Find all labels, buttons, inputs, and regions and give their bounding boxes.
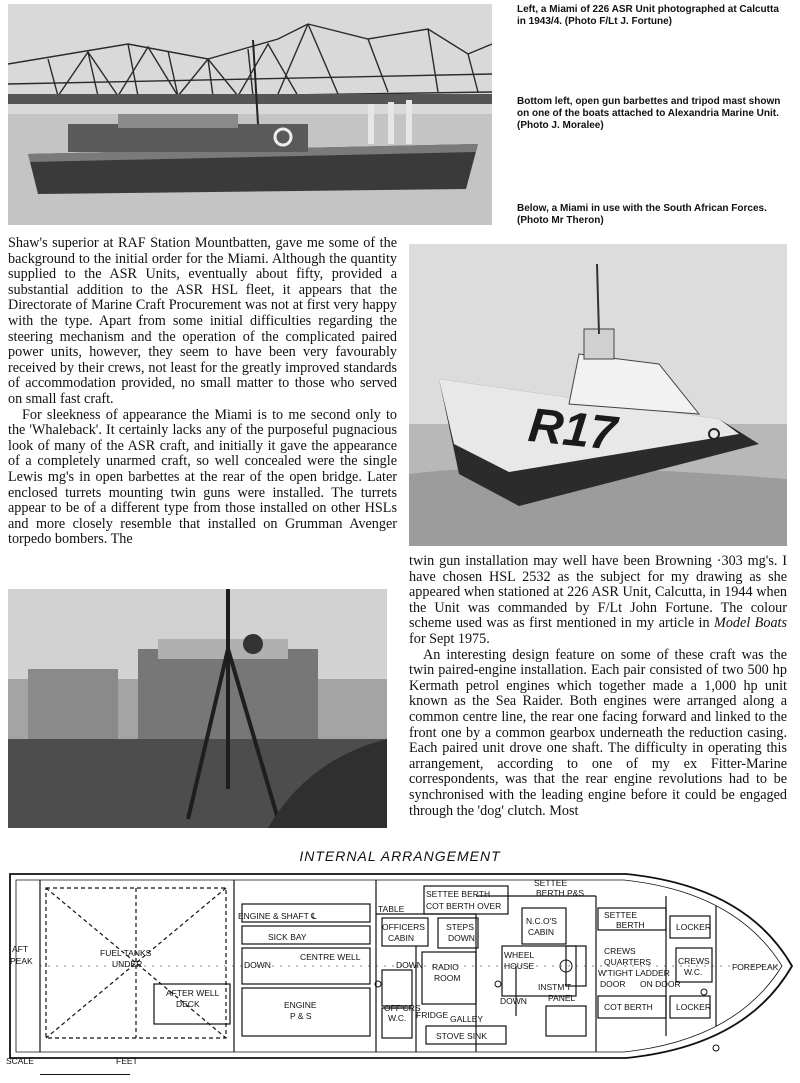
plan-label-settee-berth: SETTEE BERTH [426,889,491,899]
article-left-column [8,236,397,548]
article-paragraph: Shaw's superior at RAF Station Mountbatten, gave me some of the background to the initial order for the Miami. Although the quantity supplied to the ASR Units, eventually about fifty, provided a substantial addition to the ASR HSL fleet, it appears that the Directorate of Marine Craft Procurement was not at first very happy with the type. Apart from some initial difficulties regarding the steering mechanism and the operation of the complicated paired power units, however, they seem to have been very favourably received by their crews, not least for the greatly improved standards of accommodation provided, no small matter to those who served on small fast craft. [8,235,397,407]
plan-label-locker-1: LOCKER [676,922,711,932]
plan-label-steps-down: DOWN [448,933,475,943]
plan-label-engine-shaft: ENGINE & SHAFT ℄ [238,911,317,921]
photo-alexandria [8,589,387,828]
plan-label-radio-room: ROOM [434,973,461,983]
plan-label-on-door: ON DOOR [640,979,681,989]
plan-label-locker-2: LOCKER [676,1002,711,1012]
caption-alexandria: Bottom left, open gun barbettes and tripod mast shown on one of the boats attached to Alexandria Marine Unit. (Photo J. Moralee) [517,96,781,131]
plan-label-instmt-panel: PANEL [548,993,576,1003]
scale-bar [40,1074,130,1075]
plan-label-steps: STEPS [446,922,474,932]
plan-label-instmt: INSTM'T [538,982,572,992]
plan-label-crews-wc: CREWS [678,956,710,966]
plan-label-table: TABLE [378,904,405,914]
article-paragraph: An interesting design feature on some of these craft was the twin paired-engine installation. Each pair consisted of two 500 hp Kermath petrol engines which together made a 1,000 hp unit known as the Sea Raider. Both engines were arranged along a common centre line, the rear one facing forward and linked to the front one by a common gearbox underneath the reduction casing. Each paired unit drove one shaft. The difficulty in operating this arrangement, according to one of my ex Fitter-Marine correspondents, was that the rear engine revolutions had to be synchronised with the leading engine before it could be engaged through the 'dog' clutch. Most [409,646,787,819]
plan-label-galley: GALLEY [450,1014,484,1024]
plan-label-centre-well: CENTRE WELL [300,952,361,962]
plan-label-door: DOOR [600,979,626,989]
photo-miami-calcutta [8,4,492,225]
article-paragraph: For sleekness of appearance the Miami is to me second only to the 'Whaleback'. It certainly lacks any of the purposeful pugnacious look of many of the ASR craft, and initially it gave the appearance of a completely unarmed craft, so well concealed were the single Lewis mg's in open barbettes at the rear of the open bridge. Later enclosed turrets mounting twin guns were installed. The turrets appear to be of a different type from those installed on other HSLs and more closely resemble that installed on Grumman Avenger torpedo bombers. The [8,406,397,548]
plan-label-wheel: WHEEL [504,950,535,960]
plan-label-cot-berth: COT BERTH [604,1002,653,1012]
plan-label-cot-berth-over: COT BERTH OVER [426,901,502,911]
plan-label-stove-sink: STOVE SINK [436,1031,487,1041]
plan-label-settee-2: SETTEE [604,910,638,920]
photo-miami-south-africa [409,244,787,546]
plan-title: INTERNAL ARRANGEMENT [299,848,501,864]
scale-label: SCALE [6,1056,34,1066]
plan-label-officers: OFFICERS [382,922,425,932]
plan-label-fuel-tanks: FUEL TANKS [100,948,152,958]
plan-label-quarters: QUARTERS [604,957,652,967]
plan-label-ncos-cabin: CABIN [528,927,554,937]
plan-label-settee: SETTEE [534,878,568,888]
plan-label-forepeak: FOREPEAK [732,962,779,972]
plan-label-down-3: DOWN [500,996,527,1006]
plan-label-berth-ps: BERTH P&S [536,888,585,898]
plan-label-crews-wc-2: W.C. [684,967,703,977]
hull-marking: R17 [525,398,620,461]
feet-label: FEET [116,1056,138,1066]
article-paragraph: twin gun installation may well have been Browning ·303 mg's. I have chosen HSL 2532 as the subject for my drawing as she appeared when stationed at 226 ASR Unit, Calcutta, in 1944 when the Unit was commanded by F/Lt John Fortune. The colour scheme used was as first mentioned in my article in Model Boats for Sept 1975. [409,553,787,647]
caption-south-africa: Below, a Miami in use with the South African Forces. (Photo Mr Theron) [517,203,767,226]
plan-label-officers-cabin: CABIN [388,933,414,943]
internal-arrangement-plan [6,866,796,1066]
plan-label-wtight-ladder: W'TIGHT LADDER [598,968,670,978]
plan-label-sick-bay: SICK BAY [268,932,307,942]
plan-label-radio: RADIO [432,962,459,972]
plan-label-fuel-under: UNDER [112,959,143,969]
plan-label-wheel-house: HOUSE [504,961,535,971]
caption-calcutta: Left, a Miami of 226 ASR Unit photographed at Calcutta in 1943/4. (Photo F/Lt J. Fortune) [517,4,779,27]
plan-label-offcrs: OFF'CRS [384,1003,421,1013]
plan-label-offcrs-wc: W.C. [388,1013,407,1023]
plan-label-crews: CREWS [604,946,636,956]
plan-label-after-well: AFTER WELL [166,988,220,998]
plan-label-aft: AFT [12,944,29,954]
plan-label-ncos: N.C.O'S [526,916,557,926]
publication-title: Model Boats [714,615,787,632]
article-right-column [409,554,787,819]
plan-label-peak: PEAK [10,956,33,966]
plan-label-deck: DECK [176,999,200,1009]
plan-label-engine: ENGINE [284,1000,317,1010]
plan-label-engine-ps: P & S [290,1011,312,1021]
plan-label-berth-2: BERTH [616,920,645,930]
plan-label-down-2: DOWN [396,960,423,970]
plan-label-down: DOWN [244,960,271,970]
plan-label-fridge: FRIDGE [416,1010,449,1020]
